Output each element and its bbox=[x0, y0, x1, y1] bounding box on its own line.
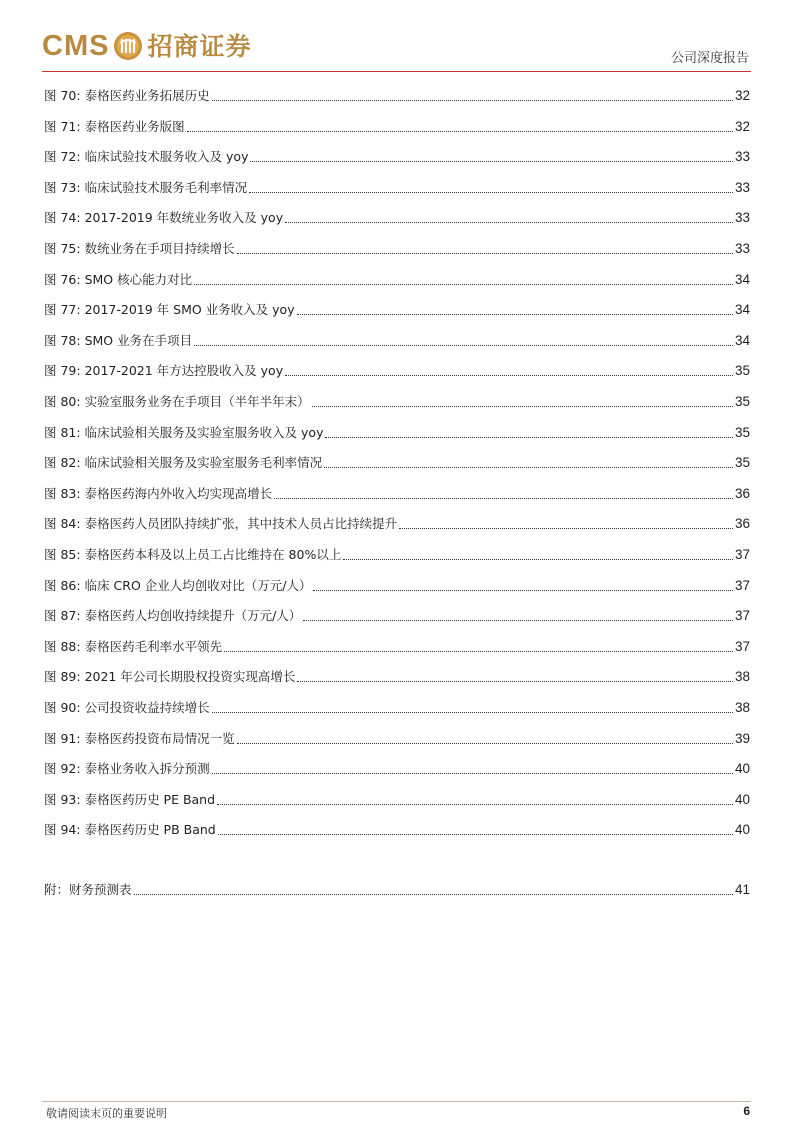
toc-dot-leader bbox=[237, 742, 733, 744]
toc-entry-label: 图 80: 实验室服务业务在手项目（半年半年末） bbox=[44, 394, 310, 409]
toc-entry[interactable] bbox=[44, 178, 750, 198]
toc-entry-label: 图 73: 临床试验技术服务毛利率情况 bbox=[44, 179, 248, 195]
toc-entry-page: 36 bbox=[734, 485, 750, 501]
toc-entry[interactable] bbox=[44, 545, 750, 565]
toc-entry-page: 35 bbox=[734, 455, 750, 471]
toc-entry[interactable] bbox=[44, 637, 750, 657]
toc-dot-leader bbox=[194, 283, 733, 285]
toc-entry-page: 37 bbox=[734, 638, 750, 654]
toc-entry-label: 图 85: 泰格医药本科及以上员工占比维持在 80%以上 bbox=[44, 547, 342, 562]
toc-entry-page: 38 bbox=[734, 669, 750, 685]
toc-dot-leader bbox=[285, 374, 733, 376]
toc-entry[interactable] bbox=[44, 147, 750, 167]
toc-entry-label: 图 74: 2017-2019 年数统业务收入及 yoy bbox=[44, 210, 284, 226]
toc-entry-label: 图 84: 泰格医药人员团队持续扩张，其中技术人员占比持续提升 bbox=[44, 516, 398, 532]
logo-latin-text: CMS bbox=[42, 29, 110, 62]
toc-entry-label: 图 76: SMO 核心能力对比 bbox=[44, 271, 193, 287]
toc-entry-page: 33 bbox=[734, 210, 750, 226]
toc-entry-page: 40 bbox=[734, 761, 750, 777]
report-type-label: 公司深度报告 bbox=[670, 51, 749, 66]
toc-entry[interactable] bbox=[44, 667, 750, 687]
toc-dot-leader bbox=[187, 130, 733, 132]
toc-entry[interactable] bbox=[44, 606, 750, 626]
toc-dot-leader bbox=[212, 99, 733, 101]
toc-dot-leader bbox=[237, 252, 733, 254]
toc-dot-leader bbox=[274, 497, 733, 499]
toc-entry[interactable] bbox=[44, 270, 750, 290]
toc-entry-page: 37 bbox=[734, 547, 750, 562]
logo-emblem-icon bbox=[113, 31, 143, 61]
toc-entry[interactable] bbox=[44, 86, 750, 106]
toc-dot-leader bbox=[325, 436, 732, 438]
toc-entry[interactable] bbox=[44, 208, 750, 228]
toc-entry-label: 图 89: 2021 年公司长期股权投资实现高增长 bbox=[44, 669, 296, 685]
toc-entry-label: 图 91: 泰格医药投资布局情况一览 bbox=[44, 730, 235, 746]
toc-entry-page: 40 bbox=[734, 822, 750, 838]
toc-entry-label: 图 86: 临床 CRO 企业人均创收对比（万元/人） bbox=[44, 577, 312, 593]
toc-dot-leader bbox=[194, 344, 733, 346]
toc-entry[interactable] bbox=[44, 484, 750, 504]
toc-entry-page: 34 bbox=[734, 332, 750, 348]
toc-entry[interactable] bbox=[44, 759, 750, 779]
toc-entry-label: 图 88: 泰格医药毛利率水平领先 bbox=[44, 638, 223, 654]
toc-entry-label: 图 83: 泰格医药海内外收入均实现高增长 bbox=[44, 485, 273, 501]
toc-entry-label: 图 94: 泰格医药历史 PB Band bbox=[44, 822, 216, 838]
toc-entry-label: 附：财务预测表 bbox=[44, 882, 132, 897]
toc-entry[interactable] bbox=[44, 820, 750, 840]
toc-entry-page: 41 bbox=[734, 882, 750, 897]
toc-dot-leader bbox=[297, 680, 733, 682]
toc-dot-leader bbox=[285, 221, 733, 223]
toc-entry-label: 图 79: 2017-2021 年方达控股收入及 yoy bbox=[44, 363, 284, 379]
toc-entry-page: 38 bbox=[734, 700, 750, 715]
toc-entry-page: 37 bbox=[734, 608, 750, 624]
toc-entry[interactable] bbox=[44, 698, 750, 718]
toc-dot-leader bbox=[212, 772, 733, 774]
toc-entry[interactable] bbox=[44, 239, 750, 259]
toc-dot-leader bbox=[249, 191, 733, 193]
logo-chinese-text: 招商证券 bbox=[147, 31, 252, 61]
toc-entry-appendix[interactable] bbox=[44, 880, 750, 900]
toc-dot-leader bbox=[312, 405, 733, 407]
footer-divider bbox=[42, 1101, 751, 1102]
toc-entry-label: 图 87: 泰格医药人均创收持续提升（万元/人） bbox=[44, 608, 302, 624]
toc-entry[interactable] bbox=[44, 453, 750, 473]
toc-entry-page: 34 bbox=[734, 302, 750, 318]
toc-entry-page: 34 bbox=[734, 271, 750, 287]
toc-entry-label: 图 75: 数统业务在手项目持续增长 bbox=[44, 241, 235, 256]
toc-entry[interactable] bbox=[44, 300, 750, 320]
toc-dot-leader bbox=[134, 893, 733, 895]
toc-entry-page: 35 bbox=[734, 424, 750, 440]
company-logo bbox=[42, 28, 251, 64]
footer-disclaimer-note: 敬请阅读末页的重要说明 bbox=[46, 1107, 167, 1120]
toc-entry-page: 36 bbox=[734, 516, 750, 532]
toc-entry[interactable] bbox=[44, 392, 750, 412]
toc-dot-leader bbox=[297, 313, 733, 315]
toc-entry-page: 32 bbox=[734, 88, 750, 103]
toc-entry-label: 图 82: 临床试验相关服务及实验室服务毛利率情况 bbox=[44, 455, 323, 471]
toc-entry-label: 图 77: 2017-2019 年 SMO 业务收入及 yoy bbox=[44, 302, 295, 318]
toc-entry[interactable] bbox=[44, 117, 750, 137]
toc-entry-label: 图 93: 泰格医药历史 PE Band bbox=[44, 791, 216, 807]
toc-entry[interactable] bbox=[44, 514, 750, 534]
toc-entry-page: 33 bbox=[734, 149, 750, 165]
toc-dot-leader bbox=[217, 803, 733, 805]
toc-entry-page: 40 bbox=[734, 791, 750, 807]
toc-dot-leader bbox=[224, 650, 733, 652]
toc-entry-page: 33 bbox=[734, 179, 750, 195]
toc-entry-label: 图 92: 泰格业务收入拆分预测 bbox=[44, 761, 210, 777]
toc-dot-leader bbox=[250, 160, 732, 162]
toc-entry-page: 37 bbox=[734, 577, 750, 593]
toc-entry-page: 33 bbox=[734, 241, 750, 256]
toc-dot-leader bbox=[324, 466, 733, 468]
toc-entry-label: 图 90: 公司投资收益持续增长 bbox=[44, 700, 210, 715]
toc-entry-label: 图 78: SMO 业务在手项目 bbox=[44, 332, 193, 348]
toc-dot-leader bbox=[399, 527, 733, 529]
toc-dot-leader bbox=[313, 589, 732, 591]
toc-entry-label: 图 81: 临床试验相关服务及实验室服务收入及 yoy bbox=[44, 424, 324, 440]
toc-entry[interactable] bbox=[44, 423, 750, 443]
page-number: 6 bbox=[743, 1104, 750, 1118]
toc-entry-page: 35 bbox=[734, 394, 750, 409]
header-divider bbox=[42, 71, 751, 72]
toc-dot-leader bbox=[218, 833, 733, 835]
toc-dot-leader bbox=[303, 619, 733, 621]
toc-entry-page: 35 bbox=[734, 363, 750, 379]
toc-entry[interactable] bbox=[44, 576, 750, 596]
toc-entry[interactable] bbox=[44, 331, 750, 351]
toc-entry[interactable] bbox=[44, 361, 750, 381]
toc-entry-page: 32 bbox=[734, 118, 750, 134]
toc-entry-label: 图 72: 临床试验技术服务收入及 yoy bbox=[44, 149, 249, 165]
toc-entry[interactable] bbox=[44, 790, 750, 810]
page-header bbox=[0, 0, 793, 76]
toc-entry-page: 39 bbox=[734, 730, 750, 746]
toc-entry-label: 图 71: 泰格医药业务版图 bbox=[44, 118, 185, 134]
toc-entry[interactable] bbox=[44, 729, 750, 749]
toc-dot-leader bbox=[212, 711, 733, 713]
toc-dot-leader bbox=[343, 558, 733, 560]
toc-entry-label: 图 70: 泰格医药业务拓展历史 bbox=[44, 88, 210, 103]
